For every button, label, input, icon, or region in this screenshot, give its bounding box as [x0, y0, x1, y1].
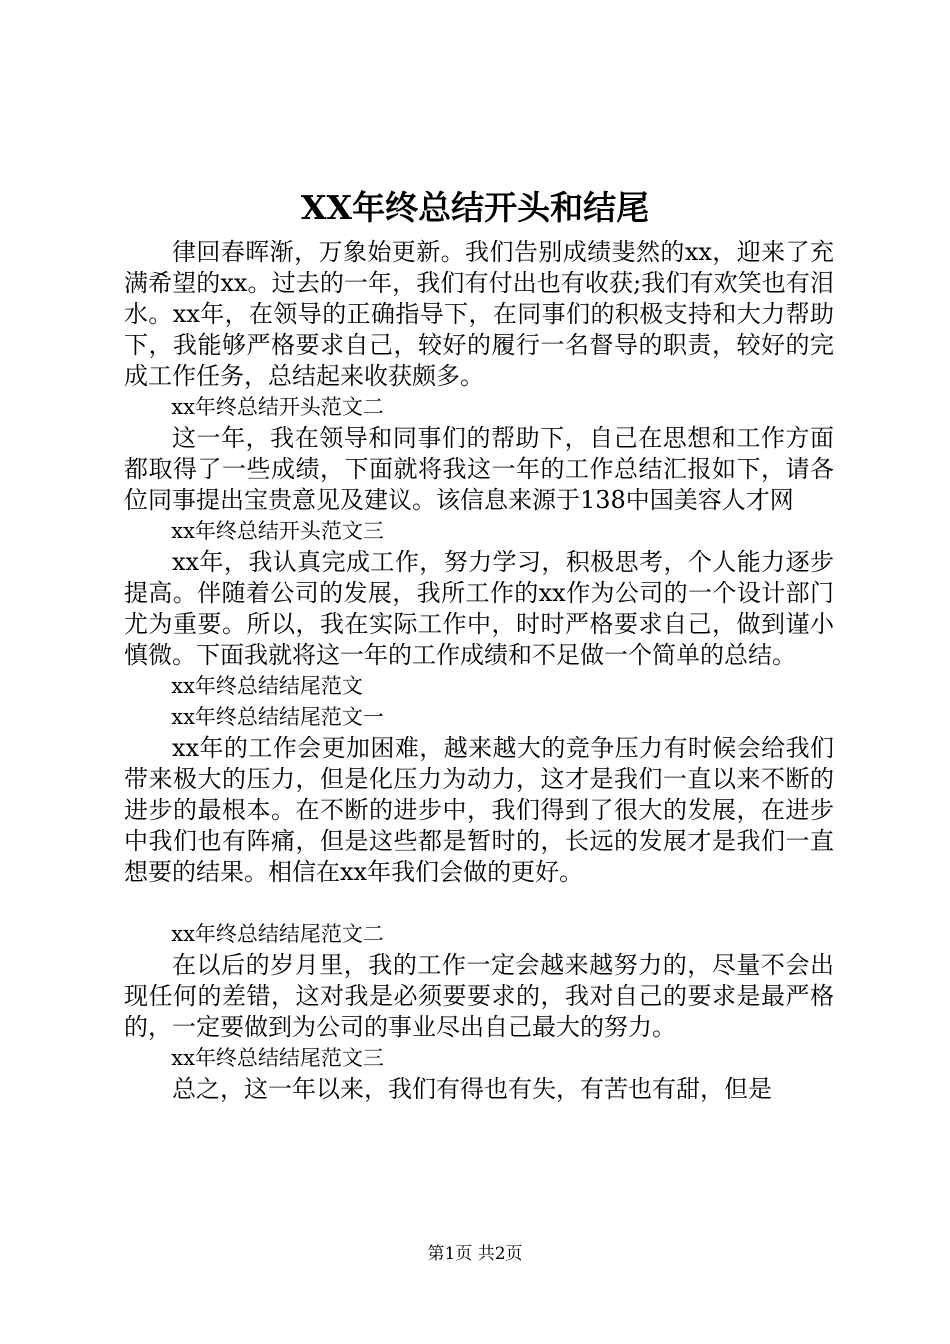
document-body [124, 237, 834, 1105]
section-heading-opening-2: xx年终总结开头范文二 [171, 395, 384, 419]
section-heading-opening-3: xx年终总结开头范文三 [171, 519, 384, 543]
section-heading-closing-1: xx年终总结结尾范文一 [171, 705, 384, 729]
section-heading-closing-2: xx年终总结结尾范文二 [171, 922, 384, 946]
paragraph-opening-3: xx年，我认真完成工作，努力学习，积极思考，个人能力逐步提高。伴随着公司的发展，我所工作的xx作为公司的一个设计部门尤为重要。所以，我在实际工作中，时时严格要求自己，做到谨小慎微。下面我就将这一年的工作成绩和不足做一个简单的总结。 [124, 548, 834, 669]
paragraph-closing-1: xx年的工作会更加困难，越来越大的竞争压力有时候会给我们带来极大的压力，但是化压力为动力，这才是我们一直以来不断的进步的最根本。在不断的进步中，我们得到了很大的发展，在进步中我们也有阵痛，但是这些都是暂时的，长远的发展才是我们一直想要的结果。相信在xx年我们会做的更好。 [124, 734, 834, 886]
document-title: XX年终总结开头和结尾 [300, 188, 650, 227]
section-heading-closing-3: xx年终总结结尾范文三 [171, 1046, 384, 1070]
page-number-footer: 第1页 共2页 [427, 1244, 523, 1264]
paragraph-closing-2: 在以后的岁月里，我的工作一定会越来越努力的，尽量不会出现任何的差错，这对我是必须要要求的，我对自己的要求是最严格的，一定要做到为公司的事业尽出自己最大的努力。 [124, 951, 834, 1041]
paragraph-opening-2: 这一年，我在领导和同事们的帮助下，自己在思想和工作方面都取得了一些成绩，下面就将我这一年的工作总结汇报如下，请各位同事提出宝贵意见及建议。该信息来源于138中国美容人才网 [124, 424, 834, 514]
blank-line [124, 888, 834, 919]
section-heading-closing: xx年终总结结尾范文 [171, 674, 363, 698]
paragraph-intro: 律回春晖渐，万象始更新。我们告别成绩斐然的xx，迎来了充满希望的xx。过去的一年，我们有付出也有收获;我们有欢笑也有泪水。xx年，在领导的正确指导下，在同事们的积极支持和大力帮助下，我能够严格要求自己，较好的履行一名督导的职责，较好的完成工作任务，总结起来收获颇多。 [124, 238, 834, 390]
paragraph-closing-3: 总之，这一年以来，我们有得也有失，有苦也有甜，但是 [172, 1075, 772, 1103]
